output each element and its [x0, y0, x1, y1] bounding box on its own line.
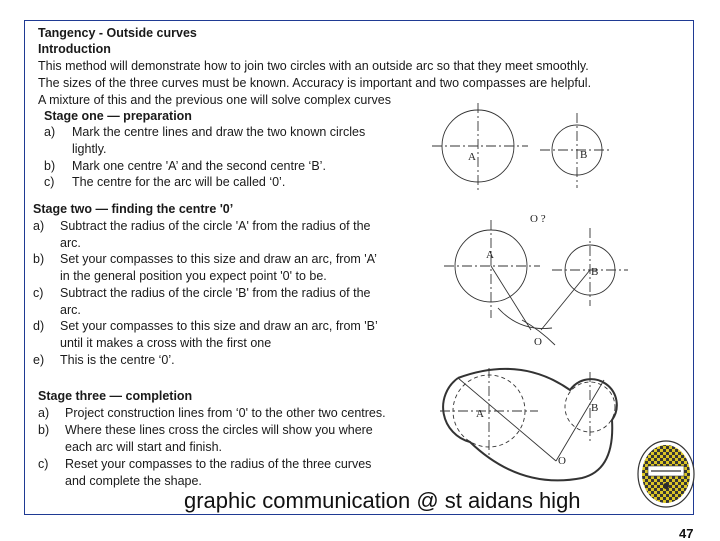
- intro-line: The sizes of the three curves must be known. Accuracy is important and two compasses are helpful.: [38, 76, 592, 90]
- item-text: Mark the centre lines and draw the two known circles: [72, 125, 366, 139]
- item-text: Set your compasses to this size and draw an arc, from 'B’: [60, 319, 378, 333]
- stage-three-heading: Stage three — completion: [38, 389, 193, 403]
- item-letter: c): [44, 175, 55, 189]
- item-letter: a): [33, 219, 45, 233]
- item-text: Project construction lines from ‘0' to the other two centres.: [65, 406, 386, 420]
- item-text: and complete the shape.: [65, 473, 202, 488]
- item-text: Set your compasses to this size and draw an arc, from 'A’: [60, 252, 377, 266]
- item-letter: b): [33, 252, 45, 266]
- item-text: Reset your compasses to the radius of the three curves: [65, 457, 372, 471]
- label-o: O: [558, 455, 566, 467]
- item-letter: b): [38, 423, 50, 437]
- label-o-top: O ?: [530, 213, 546, 225]
- item-text: arc.: [60, 302, 81, 317]
- item-letter: a): [38, 406, 50, 420]
- school-logo: [636, 440, 696, 510]
- stage-one-heading: Stage one — preparation: [44, 109, 192, 123]
- label-a: A: [468, 151, 476, 163]
- item-letter: b): [44, 159, 56, 173]
- item-text: in the general position you expect point '0' to be.: [60, 268, 327, 283]
- page-number: 47: [679, 526, 694, 541]
- item-letter: e): [33, 353, 45, 367]
- label-b: B: [591, 266, 599, 278]
- crest-icon: [638, 441, 694, 507]
- item-text: Where these lines cross the circles will show you where: [65, 423, 373, 437]
- label-b: B: [591, 402, 599, 414]
- item-text: The centre for the arc will be called ‘0’.: [72, 175, 286, 189]
- item-text: arc.: [60, 235, 81, 250]
- intro-line: This method will demonstrate how to join two circles with an outside arc so that they meet smoothly.: [38, 59, 589, 73]
- item-text: lightly.: [72, 141, 107, 156]
- intro-line: A mixture of this and the previous one will solve complex curves: [38, 93, 391, 107]
- label-b: B: [580, 149, 588, 161]
- label-o: O: [534, 336, 542, 348]
- item-letter: c): [33, 286, 44, 300]
- item-letter: d): [33, 319, 45, 333]
- item-text: Mark one centre 'A’ and the second centre ‘B’.: [72, 159, 326, 173]
- item-text: Subtract the radius of the circle 'B' from the radius of the: [60, 286, 371, 300]
- label-a: A: [476, 408, 484, 420]
- footer-text: graphic communication @ st aidans high: [184, 488, 581, 513]
- label-a: A: [486, 249, 494, 261]
- item-text: until it makes a cross with the first one: [60, 335, 272, 350]
- item-letter: a): [44, 125, 56, 139]
- page-title: Tangency - Outside curves: [38, 26, 197, 40]
- item-text: This is the centre ‘0’.: [60, 353, 175, 367]
- item-letter: c): [38, 457, 49, 471]
- item-text: each arc will start and finish.: [65, 439, 223, 454]
- stage-two-heading: Stage two — finding the centre '0’: [33, 202, 234, 216]
- item-text: Subtract the radius of the circle 'A' from the radius of the: [60, 219, 371, 233]
- section-subtitle: Introduction: [38, 42, 111, 56]
